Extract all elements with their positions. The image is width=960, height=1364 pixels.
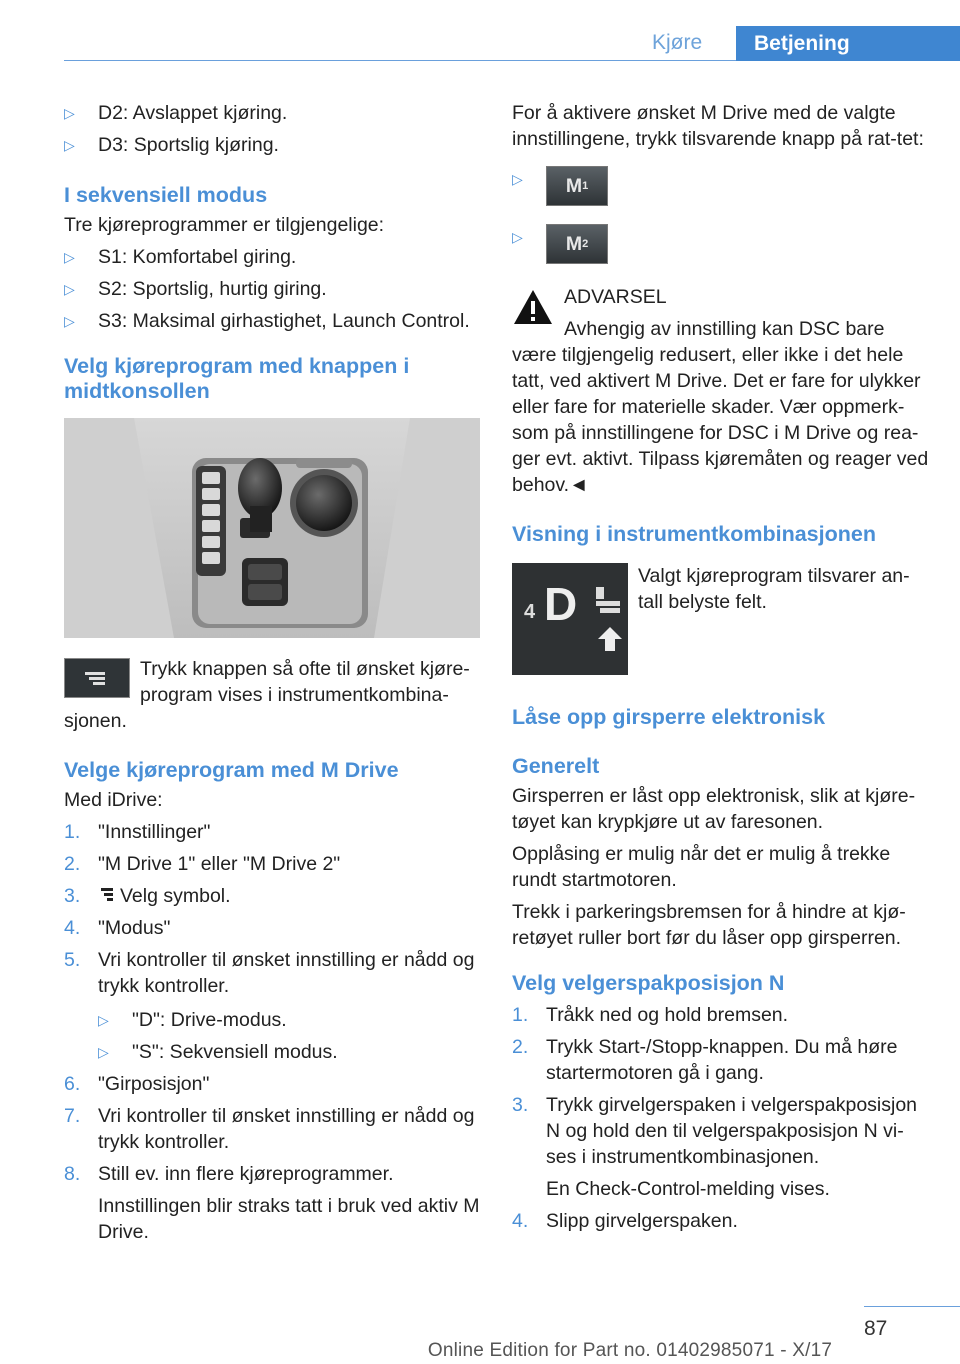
instrument-display-image: 4 D — [512, 563, 628, 675]
visning-block — [512, 563, 932, 675]
paragraph: Avhengig av innstilling kan DSC bare — [564, 318, 885, 340]
paragraph: Trykk knappen så ofte til ønsket kjøre- — [140, 658, 470, 680]
list-item: 2. "M Drive 1" eller "M Drive 2" — [64, 853, 341, 875]
list-item: 1. "Innstillinger" — [64, 821, 211, 843]
list-item: 5. Vri kontroller til ønsket innstilling er nådd og trykk kontroller. — [64, 949, 475, 997]
list-item: 6. "Girposisjon" — [64, 1073, 210, 1095]
triangle-bullet-icon: ▷ — [512, 229, 523, 245]
paragraph: Tre kjøreprogrammer er tilgjengelige: — [64, 214, 385, 236]
section-heading: I sekvensiell modus — [64, 183, 268, 207]
triangle-bullet-icon: ▷ — [64, 105, 75, 121]
drive-mode-symbol-icon — [98, 886, 116, 904]
button-instruction — [64, 656, 484, 734]
paragraph: være tilgjengelig redusert, eller ikke i det hele tatt, ved aktivert M Drive. Det er fare for ulykker eller fare for materielle skader. Vær oppmerk-som på innstillingene for DSC i M Drive og rea-ger evt. aktivt. Tilpass kjøremåten og reager ved behov.◄ — [512, 344, 929, 496]
warning-block — [512, 284, 932, 498]
m2-button-icon: M 2 — [546, 224, 608, 264]
list-item: ▷ "D": Drive-modus. — [98, 1009, 287, 1031]
list-item: 1. Tråkk ned og hold bremsen. — [512, 1004, 789, 1026]
right-column — [512, 100, 932, 1234]
sub-heading: Velg velgerspakposisjon N — [512, 971, 785, 995]
paragraph: For å aktivere ønsket M Drive med de valgte innstillingene, trykk tilsvarende knapp på rat-tet: — [512, 102, 924, 150]
paragraph: Opplåsing er mulig når det er mulig å trekke rundt startmotoren. — [512, 843, 891, 891]
list-item: ▷ D3: Sportslig kjøring. — [64, 134, 279, 156]
left-column — [64, 100, 484, 1245]
list-item: ▷ "S": Sekvensiell modus. — [98, 1041, 338, 1063]
section-heading: Velge kjøreprogram med M Drive — [64, 758, 399, 782]
list-item: ▷ D2: Avslappet kjøring. — [64, 102, 288, 124]
list-item: ▷ S2: Sportslig, hurtig giring. — [64, 278, 327, 300]
m1-button-icon: M 1 — [546, 166, 608, 206]
footer-edition: Online Edition for Part no. 01402985071 - X/17 — [427, 1340, 833, 1361]
paragraph: program vises i instrumentkombina- — [140, 684, 449, 706]
paragraph: Valgt kjøreprogram tilsvarer an-tall belyste felt. — [638, 565, 910, 613]
triangle-bullet-icon: ▷ — [64, 137, 75, 153]
center-console-photo — [64, 418, 480, 638]
list-item — [512, 224, 932, 264]
paragraph: Med iDrive: — [64, 789, 163, 811]
paragraph: En Check-Control-melding vises. — [546, 1178, 830, 1200]
section-heading: Visning i instrumentkombinasjonen — [512, 522, 876, 546]
triangle-bullet-icon: ▷ — [64, 249, 75, 265]
list-item: 3. Velg symbol. — [64, 885, 231, 907]
list-item: 2. Trykk Start-/Stopp-knappen. Du må høre startermotoren gå i gang. — [512, 1036, 898, 1084]
footer-rule — [864, 1306, 960, 1307]
sub-heading: Generelt — [512, 754, 600, 778]
section-heading: Låse opp girsperre elektronisk — [512, 705, 826, 729]
paragraph: Innstillingen blir straks tatt i bruk ved aktiv M Drive. — [98, 1195, 480, 1243]
triangle-bullet-icon: ▷ — [64, 313, 75, 329]
list-item — [512, 166, 932, 206]
paragraph: Girsperren er låst opp elektronisk, slik at kjøre-tøyet kan krypkjøre ut av faresonen. — [512, 785, 916, 833]
list-item: 4. "Modus" — [64, 917, 171, 939]
triangle-bullet-icon: ▷ — [98, 1012, 109, 1028]
page-number: 87 — [864, 1317, 888, 1340]
section-heading: Velg kjøreprogram med knappen i midtkonsollen — [64, 354, 410, 403]
list-item: ▷ S3: Maksimal girhastighet, Launch Control. — [64, 310, 470, 332]
paragraph: Trekk i parkeringsbremsen for å hindre at kjø-retøyet ruller bort før du låser opp girsperren. — [512, 901, 906, 949]
triangle-bullet-icon: ▷ — [64, 281, 75, 297]
drive-mode-button-icon — [64, 658, 130, 698]
drive-mode-bars-icon — [512, 563, 628, 675]
list-item: 3. Trykk girvelgerspaken i velgerspakposisjon N og hold den til velgerspakposisjon N vi-ses i instrumentkombinasjonen. — [512, 1094, 918, 1168]
triangle-bullet-icon: ▷ — [512, 171, 523, 187]
list-item: 8. Still ev. inn flere kjøreprogrammer. — [64, 1163, 394, 1185]
paragraph: sjonen. — [64, 710, 127, 732]
list-item: 4. Slipp girvelgerspaken. — [512, 1210, 738, 1232]
tab-kjore[interactable]: Kjøre — [652, 31, 703, 54]
list-item: ▷ S1: Komfortabel giring. — [64, 246, 297, 268]
list-item: 7. Vri kontroller til ønsket innstilling er nådd og trykk kontroller. — [64, 1105, 475, 1153]
console-illustration — [64, 418, 480, 638]
warning-title: ADVARSEL — [564, 286, 667, 308]
triangle-bullet-icon: ▷ — [98, 1044, 109, 1060]
warning-icon — [512, 288, 554, 326]
tab-betjening[interactable]: Betjening — [736, 26, 960, 61]
